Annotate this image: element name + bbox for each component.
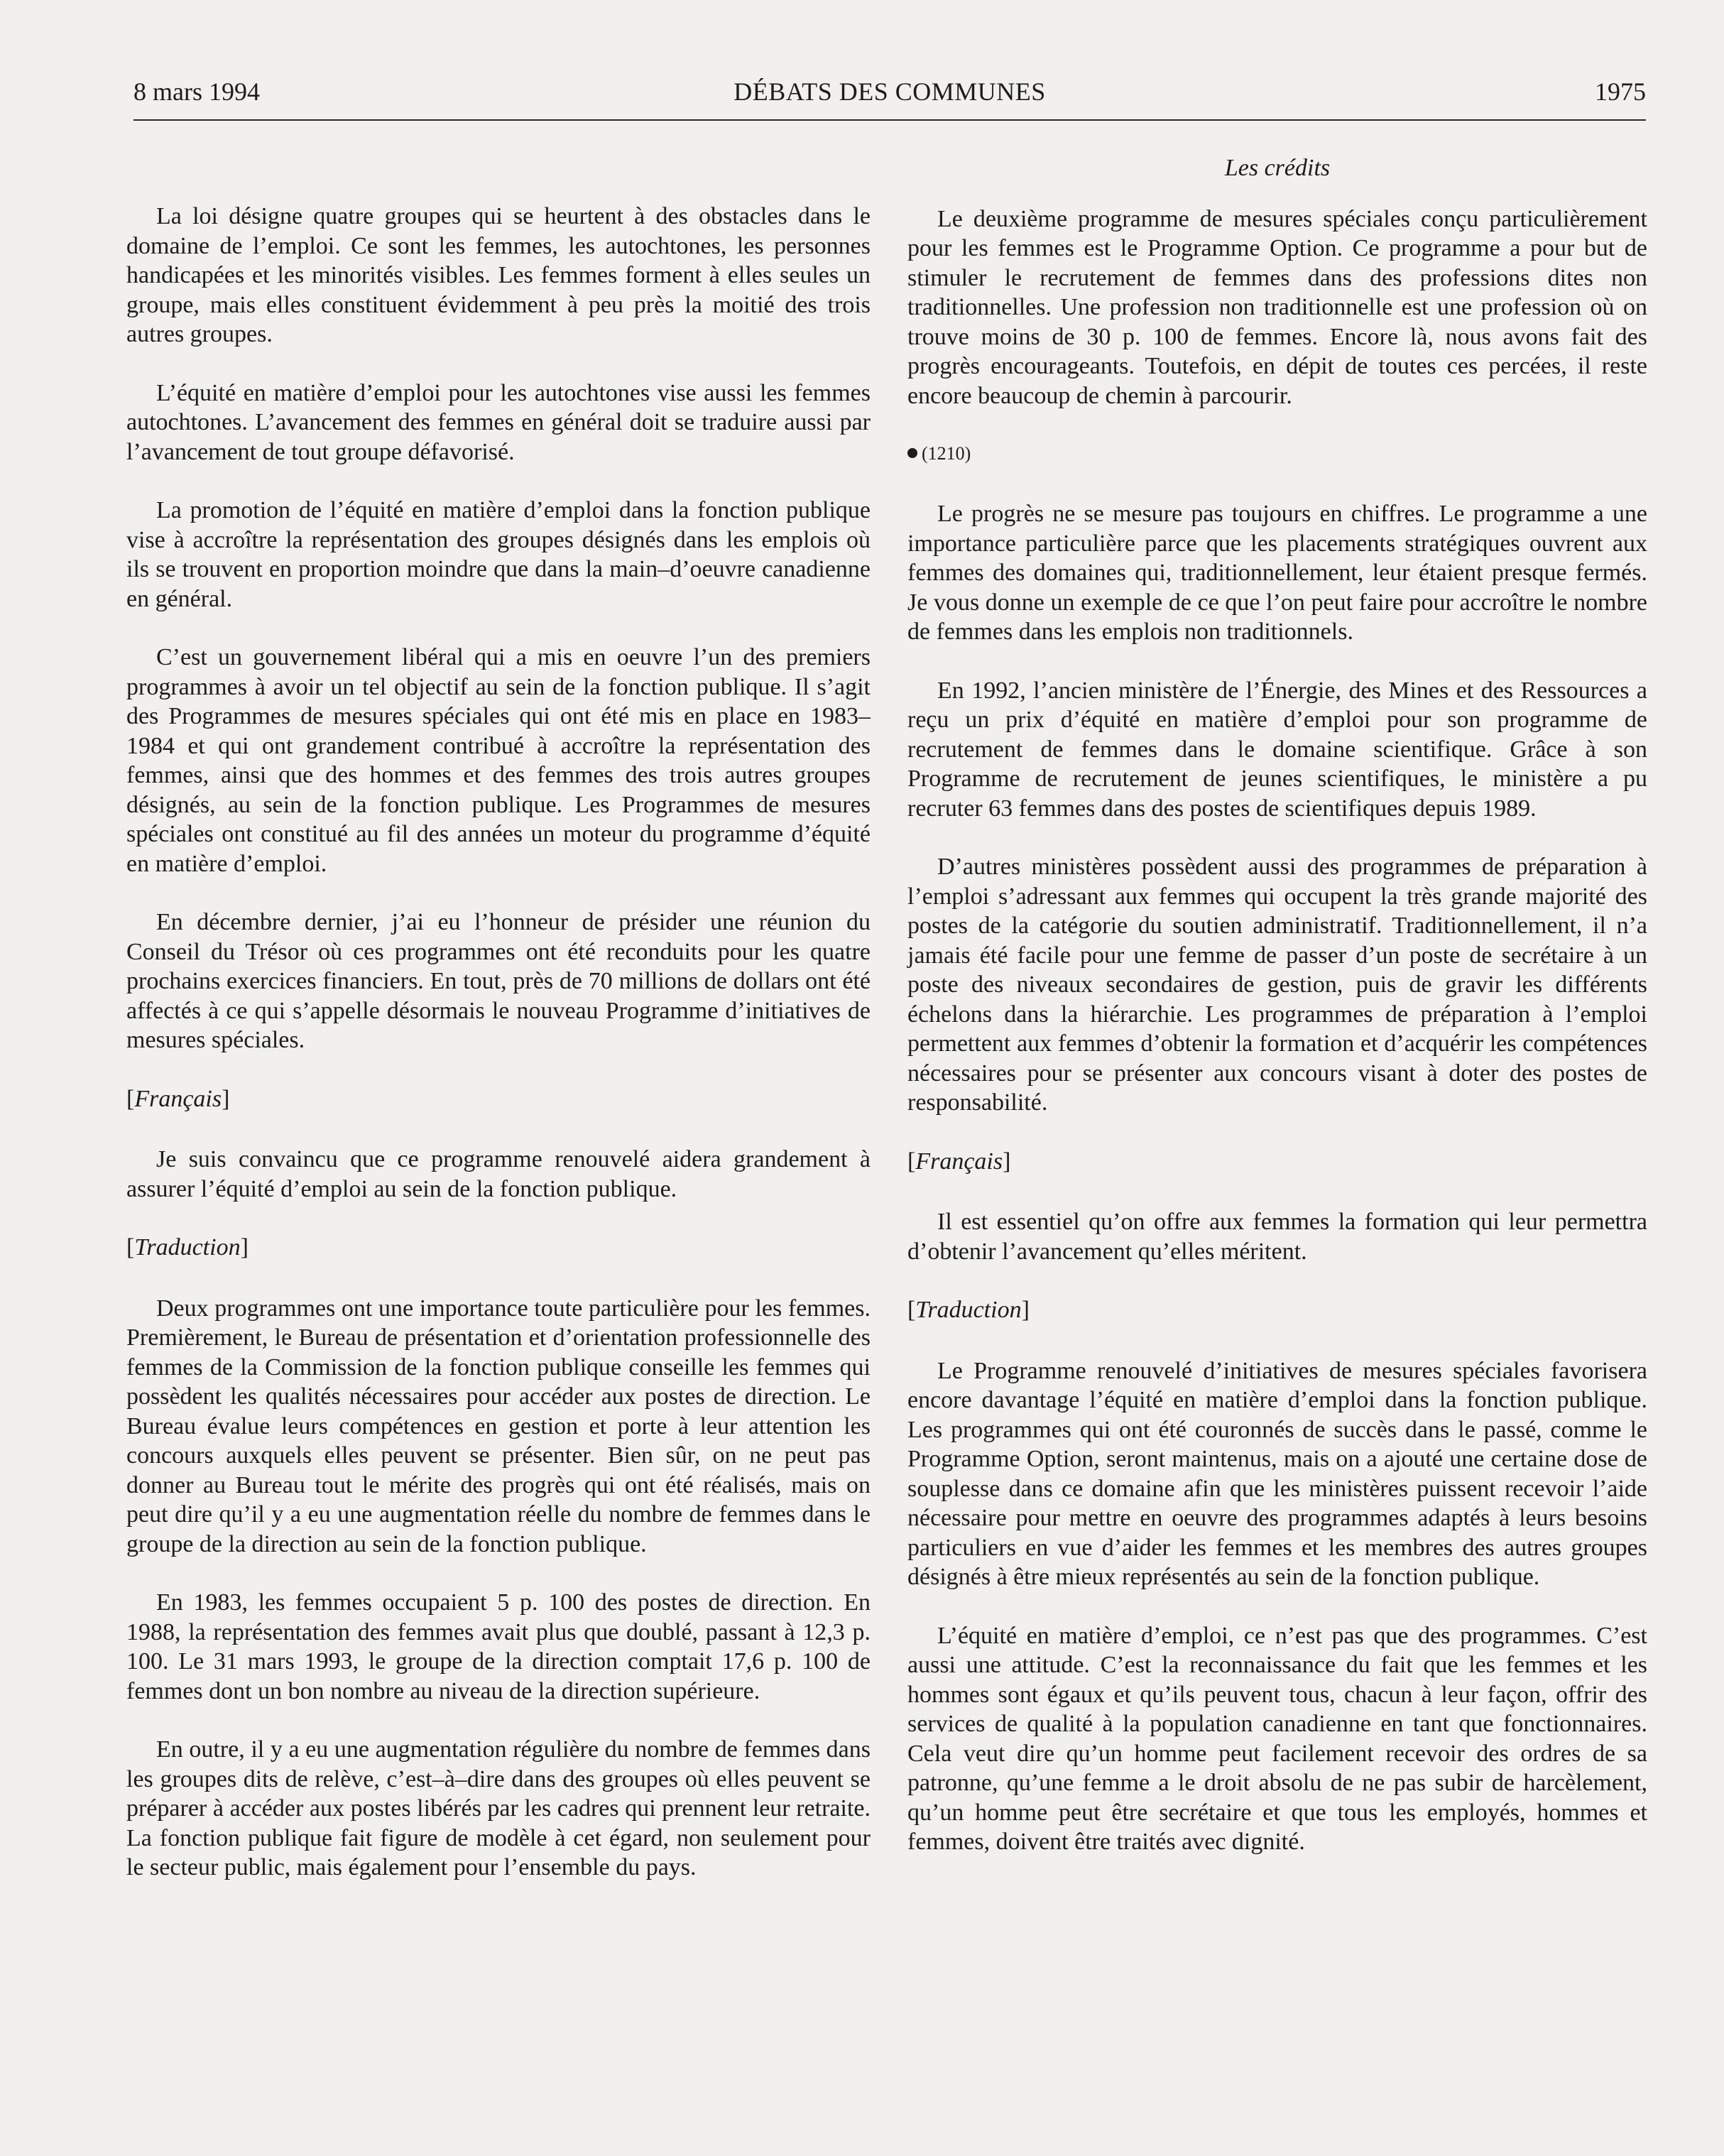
language-marker-text: Traduction xyxy=(134,1234,241,1261)
running-head xyxy=(133,77,1646,121)
right-paragraph-6: Le Programme renouvelé d’initiatives de mesures spéciales favorisera encore davantage l’équité en matière d’emploi dans la fonction publique. Les programmes qui ont été couronnés de succès dans le passé, comme le Programme Option, seront maintenus, mais on a ajouté une certaine dose de souplesse dans ce domaine afin que les ministères puissent recevoir l’aide nécessaire pour mettre en oeuvre des programmes adaptés à leurs besoins particuliers en vue d’aider les femmes et les membres des autres groupes désignés à être mieux représentés au sein de la fonction publique. xyxy=(907,1357,1647,1590)
left-paragraph-6: Je suis convaincu que ce programme renouvelé aidera grandement à assurer l’équité d’emploi au sein de la fonction publique. xyxy=(126,1146,871,1202)
left-paragraph-5: En décembre dernier, j’ai eu l’honneur de présider une réunion du Conseil du Trésor où ces programmes ont été reconduits pour les quatre prochains exercices financiers. En tout, près de 70 millions de dollars ont été affectés à ce qui s’appelle désormais le nouveau Programme d’initiatives de mesures spéciales. xyxy=(126,909,871,1053)
language-marker-translation: [Traduction] xyxy=(907,1297,1030,1323)
left-paragraph-8: En 1983, les femmes occupaient 5 p. 100 des postes de direction. En 1988, la représentation des femmes avait plus que doublé, passant à 12,3 p. 100. Le 31 mars 1993, le groupe de la direction comptait 17,6 p. 100 de femmes dont un bon nombre au niveau de la direction supérieure. xyxy=(126,1589,871,1704)
language-marker-translation: [Traduction] xyxy=(126,1234,249,1261)
left-paragraph-1: La loi désigne quatre groupes qui se heurtent à des obstacles dans le domaine de l’emploi. Ce sont les femmes, les autochtones, les personnes handicapées et les minorités visibles. Les femmes forment à elles seules un groupe, mais elles constituent évidemment à peu près la moitié des trois autres groupes. xyxy=(126,203,871,347)
header-date: 8 mars 1994 xyxy=(133,77,260,106)
language-marker-french: [Français] xyxy=(126,1085,230,1112)
left-paragraph-4: C’est un gouvernement libéral qui a mis en oeuvre l’un des premiers programmes à avoir un tel objectif au sein de la fonction publique. Il s’agit des Programmes de mesures spéciales qui ont été mis en place en 1983–1984 et qui ont grandement contribué à accroître la représentation des femmes, ainsi que des hommes et des femmes des trois autres groupes désignés, au sein de la fonction publique. Les Programmes de mesures spéciales ont constitué au fil des années un moteur du programme d’équité en matière d’emploi. xyxy=(126,644,871,877)
right-column xyxy=(907,153,1647,1886)
left-paragraph-2: L’équité en matière d’emploi pour les autochtones vise aussi les femmes autochtones. L’avancement des femmes en général doit se traduire aussi par l’avancement de tout groupe défavorisé. xyxy=(126,379,871,465)
time-marker-text: (1210) xyxy=(922,443,971,464)
right-paragraph-3: En 1992, l’ancien ministère de l’Énergie, des Mines et des Ressources a reçu un prix d’équité en matière d’emploi pour son programme de recrutement de femmes dans le domaine scientifique. Grâce à son Programme de recrutement de jeunes scientifiques, le ministère a pu recruter 63 femmes dans des postes de scientifiques depuis 1989. xyxy=(907,677,1647,822)
right-paragraph-2: Le progrès ne se mesure pas toujours en chiffres. Le programme a une importance particulière parce que les placements stratégiques ouvrent aux femmes des domaines qui, traditionnellement, leur étaient presque fermés. Je vous donne un exemple de ce que l’on peut faire pour accroître le nombre de femmes dans les emplois non traditionnels. xyxy=(907,501,1647,645)
left-paragraph-9: En outre, il y a eu une augmentation régulière du nombre de femmes dans les groupes dits de relève, c’est–à–dire dans des groupes où elles peuvent se préparer à accéder aux postes libérés par les cadres qui prennent leur retraite. La fonction publique fait figure de modèle à cet égard, non seulement pour le secteur public, mais également pour l’ensemble du pays. xyxy=(126,1736,871,1880)
right-paragraph-7: L’équité en matière d’emploi, ce n’est pas que des programmes. C’est aussi une attitude. C’est la reconnaissance du fait que les femmes et les hommes sont égaux et qu’ils peuvent tous, chacun à leur façon, offrir des services de qualité à la population canadienne en tant que fonctionnaires. Cela veut dire qu’un homme peut facilement recevoir des ordres de sa patronne, qu’une femme a le droit absolu de ne pas subir de harcèlement, qu’un homme peut être secrétaire et que tous les employés, hommes et femmes, doivent être traités avec dignité. xyxy=(907,1622,1647,1855)
right-paragraph-1: Le deuxième programme de mesures spéciales conçu particulièrement pour les femmes est le Programme Option. Ce programme a pour but de stimuler le recrutement de femmes dans des professions dites non traditionnelles. Une profession non traditionnelle est une profession où on trouve moins de 30 p. 100 de femmes. Encore là, nous avons fait des progrès encourageants. Toutefois, en dépit de toutes ces percées, il reste encore beaucoup de chemin à parcourir. xyxy=(907,205,1647,409)
left-paragraph-3: La promotion de l’équité en matière d’emploi dans la fonction publique vise à accroître la représentation des groupes désignés dans les emplois où ils se trouvent en proportion moindre que dans la main–d’oeuvre canadienne en général. xyxy=(126,497,871,612)
left-column xyxy=(126,202,871,1912)
language-marker-text: Traduction xyxy=(915,1297,1022,1323)
section-heading: Les crédits xyxy=(1224,155,1331,181)
language-marker-text: Français xyxy=(915,1148,1003,1175)
bullet-icon xyxy=(907,448,917,458)
right-paragraph-4: D’autres ministères possèdent aussi des programmes de préparation à l’emploi s’adressant aux femmes qui occupent la très grande majorité des postes de la catégorie du soutien administratif. Traditionnellement, il n’a jamais été facile pour une femme de passer d’un poste de secrétaire à un poste des niveaux secondaires de gestion, puis de gravir les différents échelons dans la hiérarchie. Les programmes de préparation à l’emploi permettent aux femmes d’obtenir la formation et d’acquérir les compétences nécessaires pour se présenter aux concours visant à doter des postes de responsabilité. xyxy=(907,854,1647,1116)
header-title: DÉBATS DES COMMUNES xyxy=(733,77,1046,106)
language-marker-text: Français xyxy=(134,1085,222,1112)
right-paragraph-5: Il est essentiel qu’on offre aux femmes la formation qui leur permettra d’obtenir l’avancement qu’elles méritent. xyxy=(907,1209,1647,1265)
header-page-number: 1975 xyxy=(1595,77,1646,106)
language-marker-french: [Français] xyxy=(907,1148,1011,1175)
time-marker xyxy=(907,440,1647,468)
left-paragraph-7: Deux programmes ont une importance toute particulière pour les femmes. Premièrement, le Bureau de présentation et d’orientation professionnelle des femmes de la Commission de la fonction publique conseille les femmes qui possèdent les qualités nécessaires pour accéder aux postes de direction. Le Bureau évalue leurs compétences en gestion et porte à leur attention les concours auxquels elles peuvent se présenter. Bien sûr, on ne peut pas donner au Bureau tout le mérite des progrès qui ont été réalisés, mais on peut dire qu’il y a eu une augmentation réelle du nombre de femmes dans le groupe de la direction au sein de la fonction publique. xyxy=(126,1295,871,1557)
